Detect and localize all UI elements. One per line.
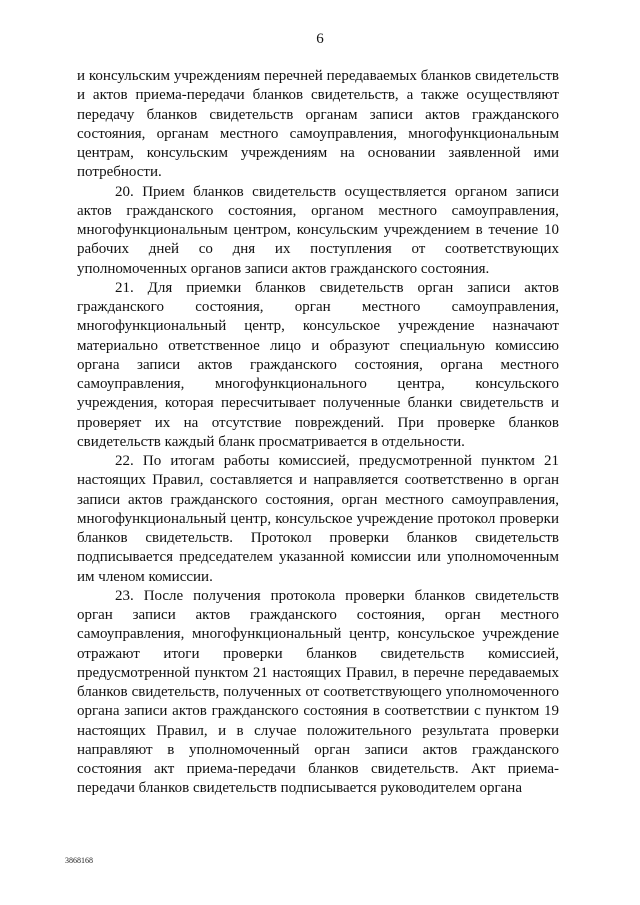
- paragraph-23: 23. После получения протокола проверки бланков свидетельств орган записи актов гражданского состояния, орган местного самоуправления, многофункциональный центр, консульское учреждение отражают итоги проверки бланков свидетельств комиссией, предусмотренной пунктом 21 настоящих Правил, в перечне передаваемых бланков свидетельств, полученных от соответствующего уполномоченного органа записи актов гражданского состояния в соответствии с пунктом 19 настоящих Правил, и в случае положительного результата проверки направляют в уполномоченный орган записи актов гражданского состояния акт приема-передачи бланков свидетельств. Акт приема-передачи бланков свидетельств подписывается руководителем органа: [77, 587, 559, 797]
- paragraph-continuation: и консульским учреждениям перечней передаваемых бланков свидетельств и актов приема-передачи бланков свидетельств, а также осуществляют передачу бланков свидетельств органам записи актов гражданского состояния, органам местного самоуправления, многофункциональным центрам, консульским учреждениям на основании заявленной ими потребности.: [77, 68, 559, 181]
- paragraph-21: 21. Для приемки бланков свидетельств орган записи актов гражданского состояния, орган местного самоуправления, многофункциональный центр, консульское учреждение назначают материально ответственное лицо и образуют специальную комиссию органа записи актов гражданского состояния, органа местного самоуправления, многофункционального центра, консульского учреждения, которая пересчитывает полученные бланки свидетельств и проверяет их на отсутствие повреждений. При проверке бланков свидетельств каждый бланк просматривается в отдельности.: [77, 279, 559, 450]
- document-code: 3868168: [65, 856, 93, 865]
- paragraph-22: 22. По итогам работы комиссией, предусмотренной пунктом 21 настоящих Правил, составляется и направляется соответственно в орган записи актов гражданского состояния, орган местного самоуправления, многофункциональный центр, консульское учреждение протокол проверки бланков свидетельств. Протокол проверки бланков свидетельств подписывается председателем указанной комиссии или уполномоченным им членом комиссии.: [77, 453, 559, 585]
- paragraph-20: 20. Прием бланков свидетельств осуществляется органом записи актов гражданского состояния, органом местного самоуправления, многофункциональным центром, консульским учреждением в течение 10 рабочих дней со дня их поступления от соответствующих уполномоченных органов записи актов гражданского состояния.: [77, 183, 559, 277]
- document-body: [77, 67, 559, 799]
- page-number: 6: [316, 31, 324, 47]
